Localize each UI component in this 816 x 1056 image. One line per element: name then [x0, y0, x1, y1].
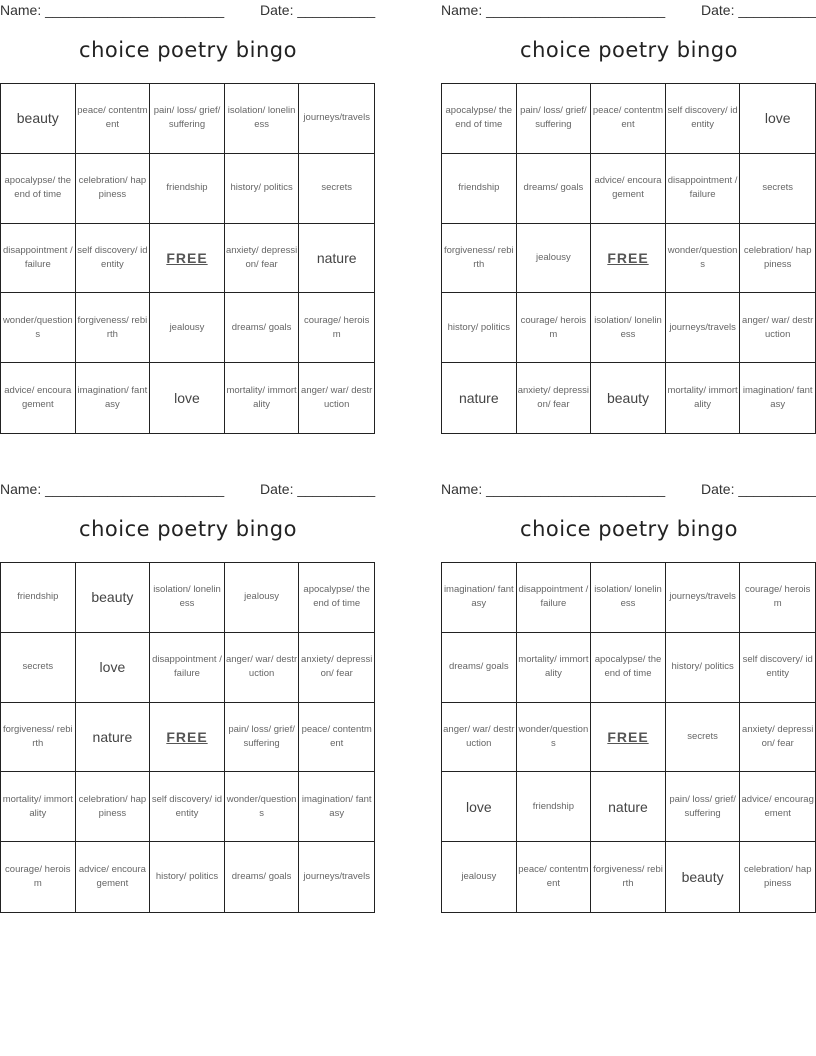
bingo-cell: secrets — [1, 633, 76, 703]
bingo-cell: mortality/ immortality — [225, 363, 300, 433]
bingo-cell: self discovery/ identity — [666, 84, 741, 154]
bingo-grid — [0, 83, 375, 434]
bingo-cell: secrets — [740, 154, 815, 224]
bingo-cell: apocalypse/ the end of time — [1, 154, 76, 224]
bingo-cell: mortality/ immortality — [666, 363, 741, 433]
bingo-cell: forgiveness/ rebirth — [1, 703, 76, 773]
bingo-cell: nature — [591, 772, 666, 842]
bingo-cell: peace/ contentment — [591, 84, 666, 154]
bingo-cell: disappointment / failure — [150, 633, 225, 703]
name-field: Name: _______________________ — [441, 481, 666, 497]
bingo-cell: courage/ heroism — [740, 563, 815, 633]
card-header — [441, 481, 816, 501]
bingo-cell: friendship — [442, 154, 517, 224]
bingo-cell: dreams/ goals — [442, 633, 517, 703]
bingo-cell: journeys/travels — [303, 871, 370, 883]
bingo-cell: wonder/questions — [517, 703, 592, 773]
bingo-cell: forgiveness/ rebirth — [76, 293, 151, 363]
bingo-cell: pain/ loss/ grief/ suffering — [517, 84, 592, 154]
bingo-cell: peace/ contentment — [76, 84, 151, 154]
bingo-cell: courage/ heroism — [1, 842, 76, 912]
bingo-cell: jealousy — [442, 842, 517, 912]
bingo-cell: history/ politics — [442, 293, 517, 363]
free-space: FREE — [150, 703, 225, 773]
bingo-cell: love — [76, 633, 151, 703]
bingo-cell: friendship — [517, 772, 592, 842]
bingo-cell: anxiety/ depression/ fear — [225, 224, 300, 294]
free-space: FREE — [591, 703, 666, 773]
bingo-cell: imagination/ fantasy — [742, 385, 813, 411]
bingo-cell: jealousy — [150, 293, 225, 363]
bingo-cell: anger/ war/ destruction — [740, 293, 815, 363]
bingo-cell: friendship — [150, 154, 225, 224]
bingo-cell: courage/ heroism — [517, 293, 592, 363]
bingo-cell: history/ politics — [225, 154, 300, 224]
date-field: Date: __________ — [701, 481, 816, 497]
bingo-cell: disappointment / failure — [666, 154, 741, 224]
bingo-cell: beauty — [76, 563, 151, 633]
bingo-cell: apocalypse/ the end of time — [442, 84, 517, 154]
bingo-cell: love — [442, 772, 517, 842]
bingo-cell: self discovery/ identity — [740, 633, 815, 703]
bingo-cell: disappointment / failure — [517, 563, 592, 633]
bingo-cell: isolation/ loneliness — [225, 84, 300, 154]
bingo-cell: peace/ contentment — [299, 703, 374, 773]
bingo-cell: secrets — [299, 154, 374, 224]
bingo-cell: nature — [76, 703, 151, 773]
bingo-cell: dreams/ goals — [225, 293, 300, 363]
bingo-cell: journeys/travels — [666, 293, 741, 363]
bingo-cell: celebration/ happiness — [743, 864, 812, 890]
bingo-cell: courage/ heroism — [299, 293, 374, 363]
bingo-cell: wonder/questions — [666, 224, 741, 294]
bingo-cell: secrets — [666, 703, 741, 773]
bingo-cell: friendship — [1, 563, 76, 633]
card-header — [0, 481, 376, 501]
bingo-cell: self discovery/ identity — [150, 772, 225, 842]
bingo-cell: forgiveness/ rebirth — [442, 224, 517, 294]
bingo-grid — [441, 562, 816, 913]
bingo-cell: imagination/ fantasy — [442, 563, 517, 633]
bingo-cell: imagination/ fantasy — [299, 772, 374, 842]
card-header — [0, 2, 376, 22]
bingo-cell: history/ politics — [150, 842, 225, 912]
bingo-cell: apocalypse/ the end of time — [591, 633, 666, 703]
bingo-cell: anger/ war/ destruction — [225, 633, 300, 703]
bingo-card-1 — [0, 0, 376, 440]
free-space: FREE — [591, 224, 666, 294]
bingo-cell: anger/ war/ destruction — [442, 703, 517, 773]
bingo-cell: love — [150, 363, 225, 433]
bingo-cell: disappointment / failure — [1, 224, 76, 294]
card-title: choice poetry bingo — [520, 517, 738, 541]
bingo-cell: jealousy — [225, 563, 300, 633]
bingo-cell: wonder/questions — [225, 772, 300, 842]
bingo-cell: isolation/ loneliness — [591, 563, 666, 633]
bingo-cell: beauty — [591, 363, 666, 433]
bingo-cell: pain/ loss/ grief/ suffering — [666, 772, 741, 842]
free-space: FREE — [150, 224, 225, 294]
bingo-cell: anger/ war/ destruction — [301, 385, 373, 411]
bingo-card-3 — [0, 479, 376, 919]
bingo-cell: anxiety/ depression/ fear — [299, 633, 374, 703]
bingo-cell: love — [740, 84, 815, 154]
bingo-cell: self discovery/ identity — [76, 224, 151, 294]
date-field: Date: __________ — [701, 2, 816, 18]
bingo-cell: anxiety/ depression/ fear — [740, 703, 815, 773]
bingo-cell: mortality/ immortality — [517, 633, 592, 703]
card-header — [441, 2, 816, 22]
bingo-cell: celebration/ happiness — [740, 224, 815, 294]
bingo-cell: journeys/travels — [666, 563, 741, 633]
bingo-cell: pain/ loss/ grief/ suffering — [150, 84, 225, 154]
date-field: Date: __________ — [260, 481, 376, 497]
bingo-card-2 — [441, 0, 816, 440]
bingo-cell: advice/ encouragement — [76, 842, 151, 912]
bingo-cell: forgiveness/ rebirth — [591, 842, 666, 912]
bingo-cell: history/ politics — [666, 633, 741, 703]
name-field: Name: _______________________ — [441, 2, 666, 18]
bingo-cell: beauty — [666, 842, 741, 912]
bingo-cell: imagination/ fantasy — [76, 363, 151, 433]
bingo-cell: jealousy — [517, 224, 592, 294]
bingo-cell: peace/ contentment — [517, 842, 592, 912]
bingo-cell: dreams/ goals — [225, 842, 300, 912]
bingo-cell: advice/ encouragement — [740, 772, 815, 842]
bingo-cell: journeys/travels — [299, 84, 374, 154]
card-title: choice poetry bingo — [79, 517, 297, 541]
bingo-cell: advice/ encouragement — [591, 154, 666, 224]
bingo-cell: isolation/ loneliness — [150, 563, 225, 633]
bingo-cell: isolation/ loneliness — [591, 293, 666, 363]
bingo-cell: nature — [442, 363, 517, 433]
name-field: Name: _______________________ — [0, 481, 225, 497]
bingo-grid — [0, 562, 375, 913]
bingo-cell: dreams/ goals — [517, 154, 592, 224]
name-field: Name: _______________________ — [0, 2, 225, 18]
bingo-grid — [441, 83, 816, 434]
bingo-cell: wonder/questions — [1, 293, 76, 363]
bingo-cell: anxiety/ depression/ fear — [517, 363, 592, 433]
bingo-cell: apocalypse/ the end of time — [299, 563, 374, 633]
bingo-cell: mortality/ immortality — [1, 772, 76, 842]
bingo-cell: celebration/ happiness — [76, 154, 151, 224]
bingo-cell: nature — [299, 224, 374, 294]
card-title: choice poetry bingo — [79, 38, 297, 62]
bingo-cell: advice/ encouragement — [1, 363, 76, 433]
card-title: choice poetry bingo — [520, 38, 738, 62]
date-field: Date: __________ — [260, 2, 376, 18]
bingo-card-4 — [441, 479, 816, 919]
bingo-cell: pain/ loss/ grief/ suffering — [225, 703, 300, 773]
bingo-cell: celebration/ happiness — [76, 772, 151, 842]
bingo-cell: beauty — [1, 84, 76, 154]
